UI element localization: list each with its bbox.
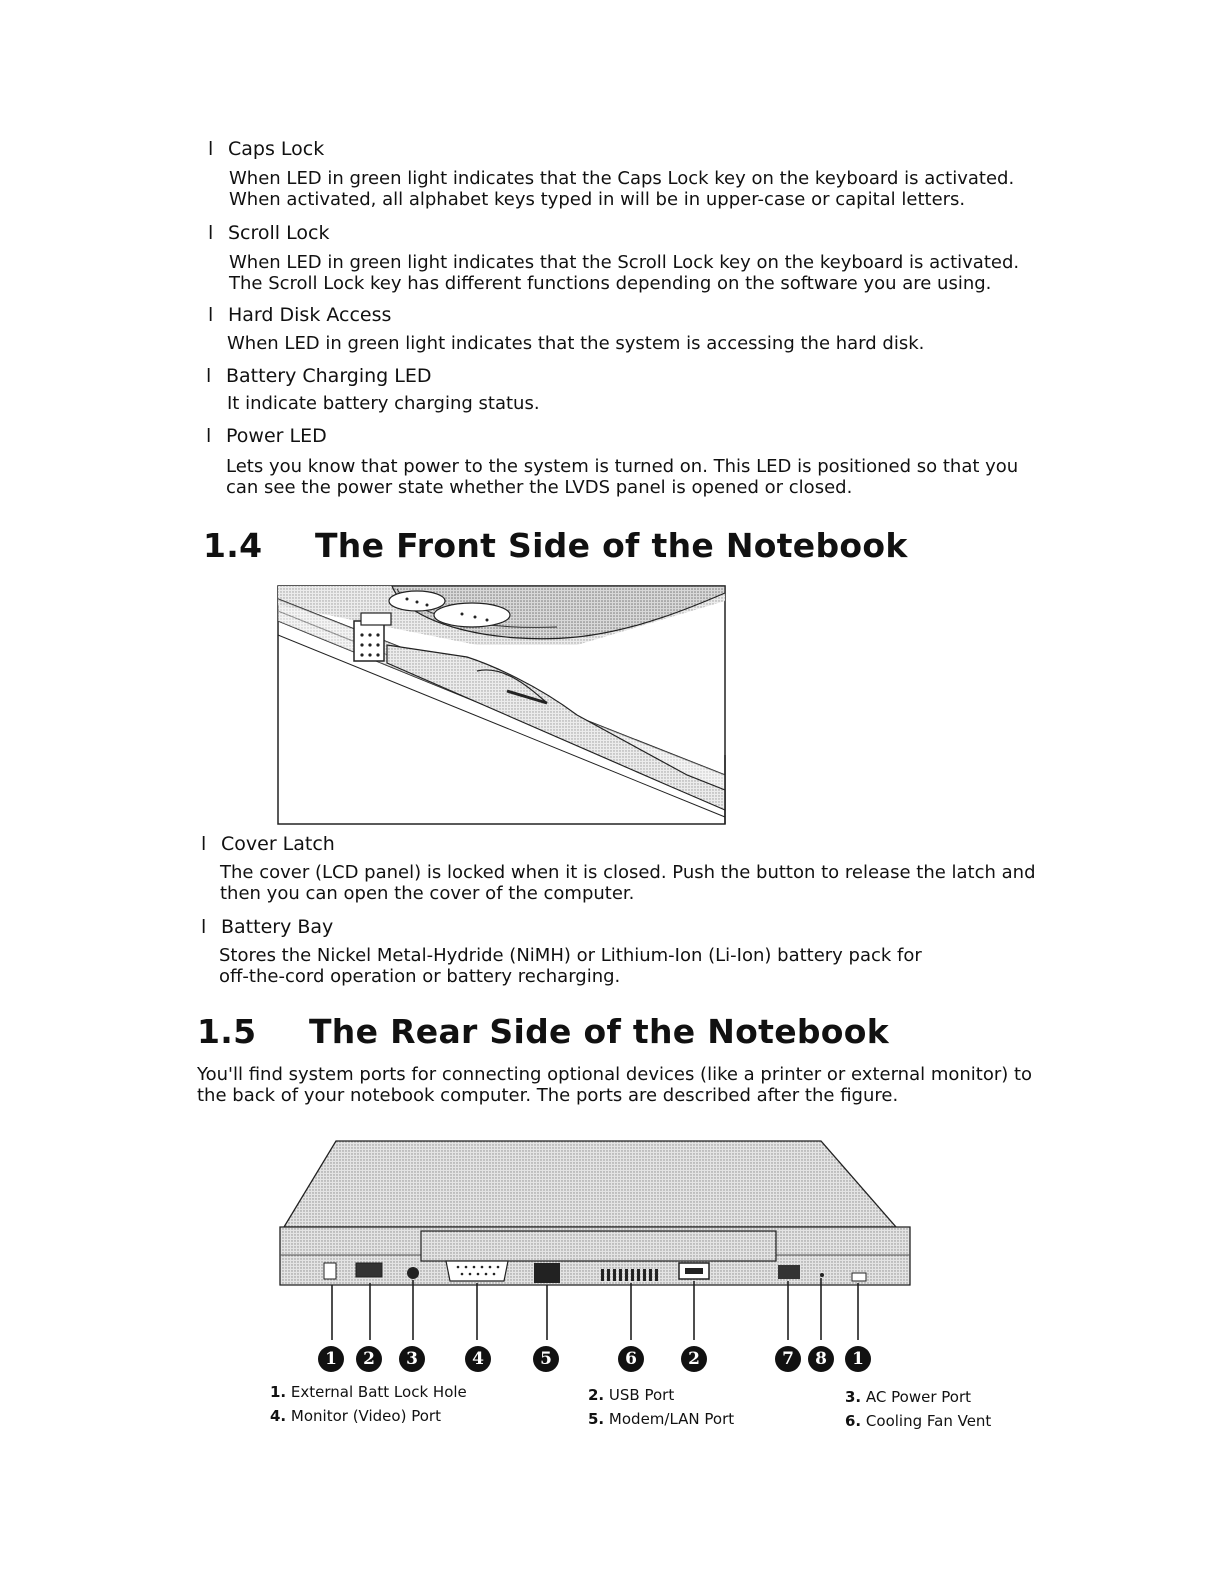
- legend-item: 1. External Batt Lock Hole: [270, 1383, 467, 1401]
- cover-latch-description: The cover (LCD panel) is locked when it is closed. Push the button to release the latch and then you can open the cover of the computer.: [220, 862, 1036, 904]
- battery-charging-led-title: l Battery Charging LED: [206, 365, 432, 387]
- section-heading-front-side: 1.4 The Front Side of the Notebook: [203, 526, 908, 565]
- bullet-marker: l: [206, 365, 212, 387]
- legend-item: 3. AC Power Port: [845, 1388, 972, 1406]
- callout-marker: 3: [399, 1346, 425, 1372]
- front-side-figure: [277, 585, 727, 827]
- legend-item: 2. USB Port: [588, 1386, 675, 1404]
- section-heading-rear-side: 1.5 The Rear Side of the Notebook: [197, 1012, 889, 1051]
- callout-marker: 2: [356, 1346, 382, 1372]
- callout-marker: 1: [845, 1346, 871, 1372]
- bullet-marker: l: [201, 833, 207, 855]
- callout-marker: 2: [681, 1346, 707, 1372]
- bullet-marker: l: [206, 425, 212, 447]
- scroll-lock-description: When LED in green light indicates that the Scroll Lock key on the keyboard is activated. The Scroll Lock key has different functions depending on the software you are using.: [229, 252, 1020, 294]
- bullet-marker: l: [201, 916, 207, 938]
- callout-marker: 7: [775, 1346, 801, 1372]
- rear-side-intro: You'll find system ports for connecting optional devices (like a printer or external monitor) to the back of your notebook computer. The ports are described after the figure.: [197, 1064, 1033, 1106]
- bullet-marker: l: [208, 304, 214, 326]
- legend-item: 4. Monitor (Video) Port: [270, 1407, 441, 1425]
- callout-marker: 8: [808, 1346, 834, 1372]
- legend-item: 5. Modem/LAN Port: [588, 1410, 735, 1428]
- legend-item: 6. Cooling Fan Vent: [845, 1412, 992, 1430]
- hard-disk-access-description: When LED in green light indicates that the system is accessing the hard disk.: [227, 333, 925, 354]
- caps-lock-title: l Caps Lock: [208, 138, 325, 160]
- callout-marker: 5: [533, 1346, 559, 1372]
- caps-lock-description: When LED in green light indicates that the Caps Lock key on the keyboard is activated. When activated, all alphabet keys typed in will be in upper-case or capital letters.: [229, 168, 1015, 210]
- battery-bay-title: l Battery Bay: [201, 916, 334, 938]
- bullet-marker: l: [208, 138, 214, 160]
- battery-bay-description: Stores the Nickel Metal-Hydride (NiMH) or Lithium-Ion (Li-Ion) battery pack for off-the-cord operation or battery recharging.: [219, 945, 922, 987]
- callout-marker: 1: [318, 1346, 344, 1372]
- callout-marker: 4: [465, 1346, 491, 1372]
- rear-side-figure: [276, 1135, 916, 1350]
- bullet-marker: l: [208, 222, 214, 244]
- battery-charging-led-description: It indicate battery charging status.: [227, 393, 540, 414]
- scroll-lock-title: l Scroll Lock: [208, 222, 330, 244]
- cover-latch-title: l Cover Latch: [201, 833, 335, 855]
- power-led-description: Lets you know that power to the system is turned on. This LED is positioned so that you can see the power state whether the LVDS panel is opened or closed.: [226, 456, 1019, 498]
- hard-disk-access-title: l Hard Disk Access: [208, 304, 392, 326]
- callout-marker: 6: [618, 1346, 644, 1372]
- power-led-title: l Power LED: [206, 425, 327, 447]
